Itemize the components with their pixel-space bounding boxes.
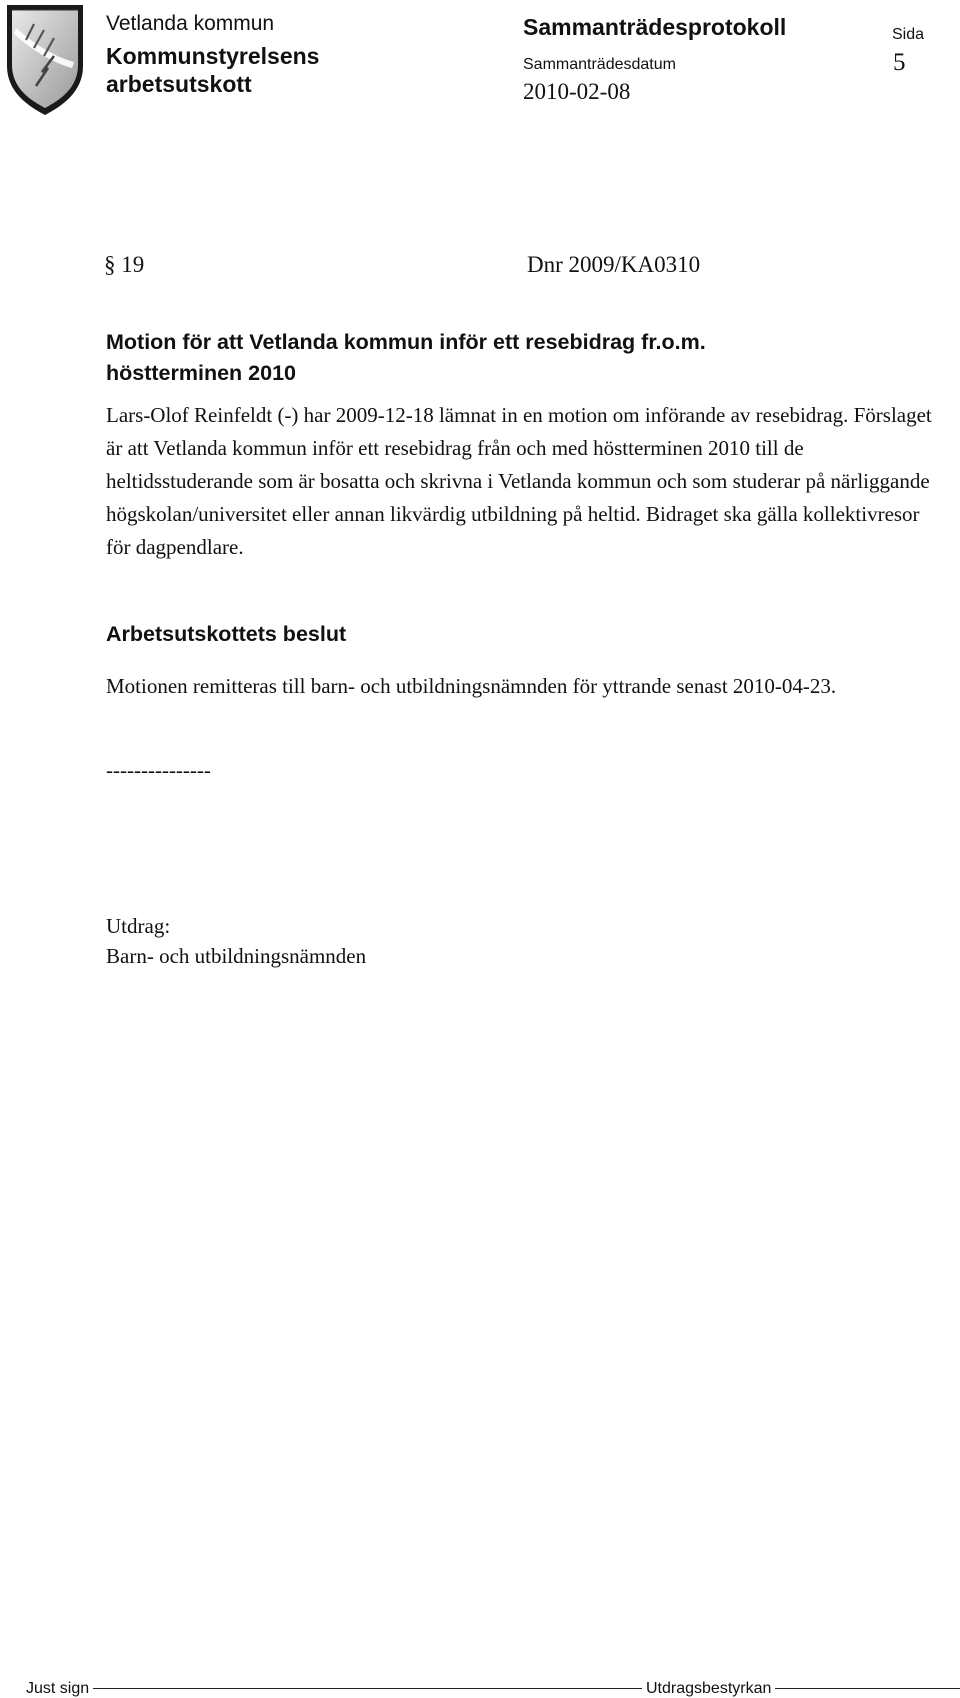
case-body: Lars-Olof Reinfeldt (-) har 2009-12-18 lämnat in en motion om införande av resebidrag. Förslaget är att Vetlanda kommun inför ett resebidrag från och med höstterminen 2010 till de heltidsstuderande som är bosatta och skrivna i Vetlanda kommun och som studerar på närliggande högskolan/universitet eller annan likvärdig utbildning på heltid. Bidraget ska gälla kollektivresor för dagpendlare. [106,403,932,559]
separator-line: --------------- [106,758,211,782]
section-number: § 19 [104,252,145,277]
extract-recipient: Barn- och utbildningsnämnden [106,944,367,968]
committee-name-line2: arbetsutskott [106,71,252,97]
certificate-label: Utdragsbestyrkan [642,1680,775,1698]
footer-divider [26,1688,960,1689]
meeting-date-label: Sammanträdesdatum [523,56,676,73]
page-number: 5 [893,49,906,76]
coat-of-arms-icon [4,2,86,118]
extract-label: Utdrag: [106,914,171,938]
case-title-line2: höstterminen 2010 [106,361,296,385]
just-sign-label: Just sign [26,1680,93,1698]
case-title [106,327,866,389]
registration-number: Dnr 2009/KA0310 [527,252,701,277]
page-label: Sida [892,26,925,43]
case-title-line1: Motion för att Vetlanda kommun inför ett resebidrag fr.o.m. [106,330,706,354]
municipality-name: Vetlanda kommun [106,12,275,35]
decision-heading: Arbetsutskottets beslut [106,622,347,646]
meeting-date: 2010-02-08 [523,79,631,104]
committee-name-line1: Kommunstyrelsens [106,43,320,69]
protocol-title: Sammanträdesprotokoll [523,14,787,40]
decision-text: Motionen remitteras till barn- och utbildningsnämnden för yttrande senast 2010-04-23. [106,674,837,698]
